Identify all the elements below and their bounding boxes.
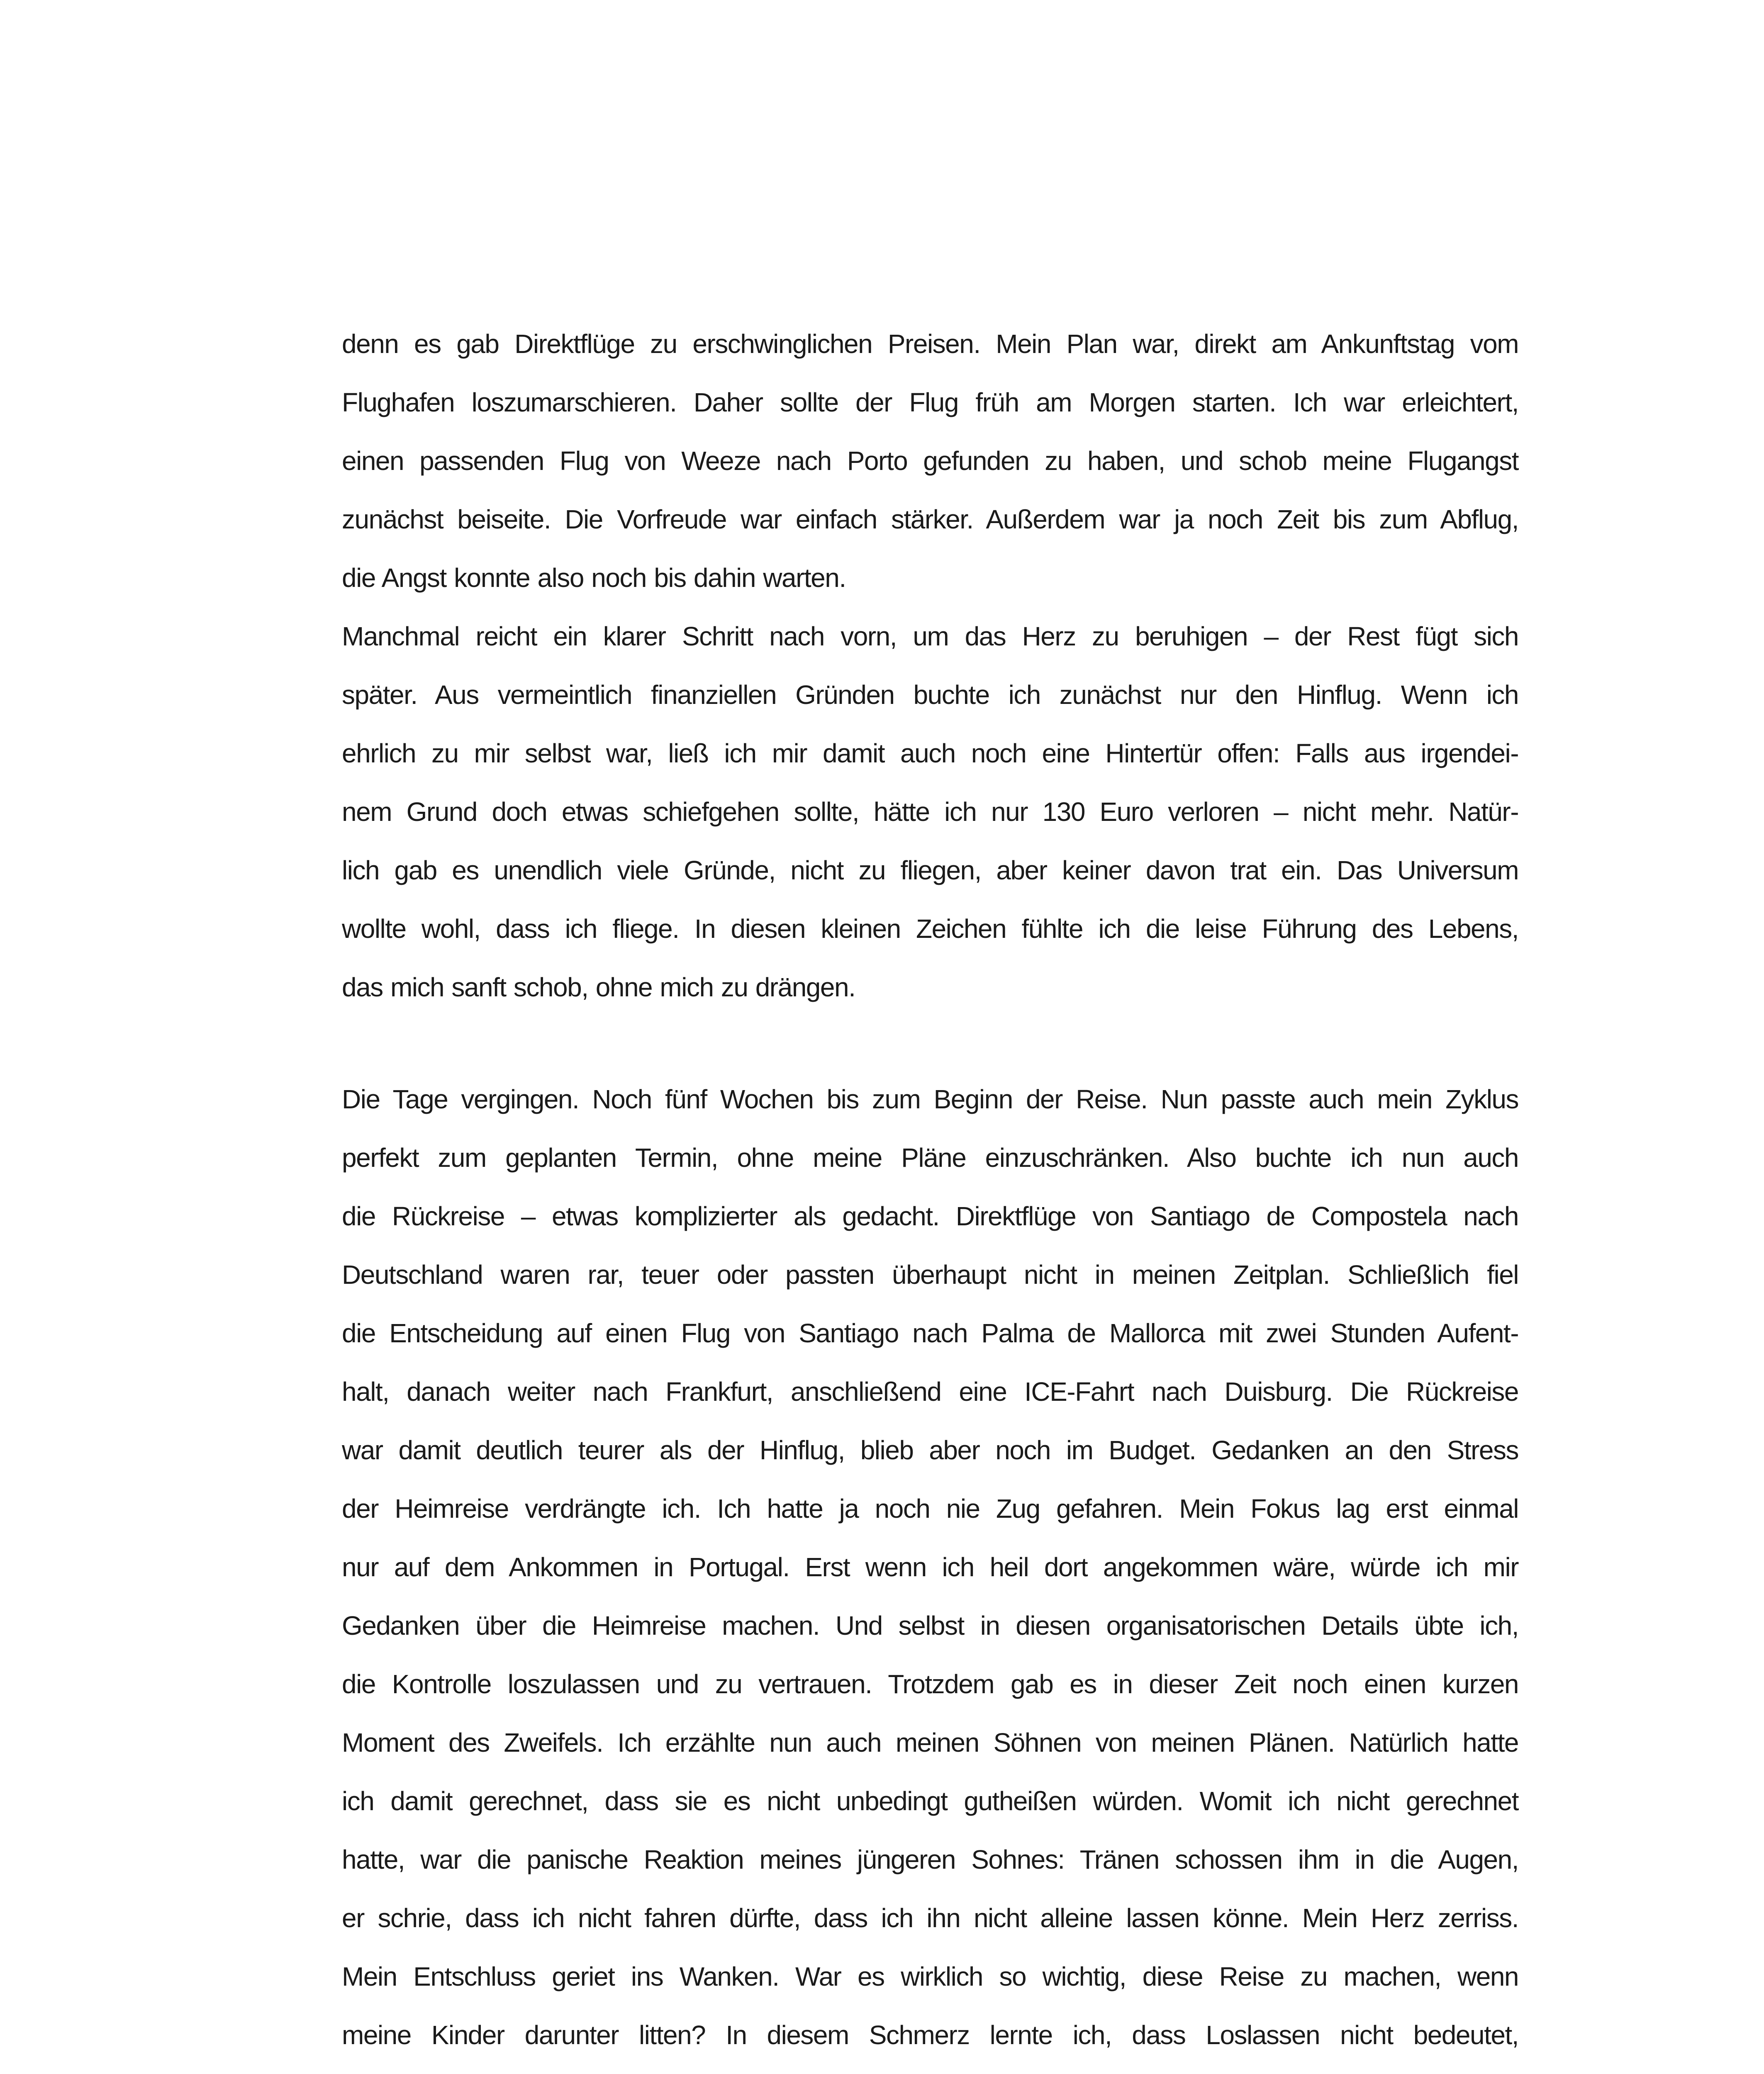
text-line: Mein Entschluss geriet ins Wanken. War es wirklich so wichtig, diese Reise zu machen, wenn [342, 1962, 1518, 1991]
text-line: nem Grund doch etwas schiefgehen sollte, hätte ich nur 130 Euro verloren – nicht mehr. Natür- [342, 797, 1518, 827]
text-line: Die Tage vergingen. Noch fünf Wochen bis zum Beginn der Reise. Nun passte auch mein Zyklus [342, 1084, 1518, 1114]
text-line: die Entscheidung auf einen Flug von Santiago nach Palma de Mallorca mit zwei Stunden Aufent- [342, 1318, 1518, 1348]
text-line: meine Kinder darunter litten? In diesem Schmerz lernte ich, dass Loslassen nicht bedeutet, [342, 2020, 1518, 2050]
text-line: lich gab es unendlich viele Gründe, nicht zu fliegen, aber keiner davon trat ein. Das Universum [342, 855, 1518, 885]
text-line: halt, danach weiter nach Frankfurt, anschließend eine ICE-Fahrt nach Duisburg. Die Rückreise [342, 1377, 1518, 1407]
text-line: die Rückreise – etwas komplizierter als gedacht. Direktflüge von Santiago de Compostela nach [342, 1201, 1518, 1231]
text-line: nur auf dem Ankommen in Portugal. Erst wenn ich heil dort angekommen wäre, würde ich mir [342, 1552, 1518, 1582]
text-line: später. Aus vermeintlich finanziellen Gründen buchte ich zunächst nur den Hinflug. Wenn ich [342, 680, 1518, 710]
text-line: Manchmal reicht ein klarer Schritt nach vorn, um das Herz zu beruhigen – der Rest fügt sich [342, 621, 1518, 651]
text-line: der Heimreise verdrängte ich. Ich hatte ja noch nie Zug gefahren. Mein Fokus lag erst einmal [342, 1494, 1518, 1524]
text-line: Deutschland waren rar, teuer oder passten überhaupt nicht in meinen Zeitplan. Schließlich fiel [342, 1260, 1518, 1290]
text-line: er schrie, dass ich nicht fahren dürfte, dass ich ihn nicht alleine lassen könne. Mein Herz zerriss. [342, 1903, 1518, 1933]
text-line: Moment des Zweifels. Ich erzählte nun auch meinen Söhnen von meinen Plänen. Natürlich hatte [342, 1728, 1518, 1758]
paragraph-block-1 [342, 315, 1518, 1017]
text-line: die Angst konnte also noch bis dahin warten. [342, 563, 846, 593]
text-line: ehrlich zu mir selbst war, ließ ich mir damit auch noch eine Hintertür offen: Falls aus irgendei- [342, 738, 1518, 768]
text-line: einen passenden Flug von Weeze nach Porto gefunden zu haben, und schob meine Flugangst [342, 446, 1518, 476]
text-line: zunächst beiseite. Die Vorfreude war einfach stärker. Außerdem war ja noch Zeit bis zum Abflug, [342, 504, 1518, 534]
paragraph-block-2 [342, 1070, 1518, 2074]
text-line: perfekt zum geplanten Termin, ohne meine Pläne einzuschränken. Also buchte ich nun auch [342, 1143, 1518, 1173]
text-line: die Kontrolle loszulassen und zu vertrauen. Trotzdem gab es in dieser Zeit noch einen kurzen [342, 1669, 1518, 1699]
text-line: Flughafen loszumarschieren. Daher sollte der Flug früh am Morgen starten. Ich war erleichtert, [342, 387, 1518, 417]
text-line: wollte wohl, dass ich fliege. In diesen kleinen Zeichen fühlte ich die leise Führung des Lebens, [342, 914, 1518, 944]
text-line: war damit deutlich teurer als der Hinflug, blieb aber noch im Budget. Gedanken an den Stress [342, 1435, 1518, 1465]
text-line: Gedanken über die Heimreise machen. Und selbst in diesen organisatorischen Details übte ich, [342, 1611, 1518, 1641]
text-line: ich damit gerechnet, dass sie es nicht unbedingt gutheißen würden. Womit ich nicht gerechnet [342, 1786, 1518, 1816]
text-line: denn es gab Direktflüge zu erschwinglichen Preisen. Mein Plan war, direkt am Ankunftstag vom [342, 329, 1518, 359]
text-line: das mich sanft schob, ohne mich zu drängen. [342, 972, 855, 1002]
text-line: hatte, war die panische Reaktion meines jüngeren Sohnes: Tränen schossen ihm in die Augen, [342, 1845, 1518, 1874]
text-line [342, 2064, 1518, 2074]
